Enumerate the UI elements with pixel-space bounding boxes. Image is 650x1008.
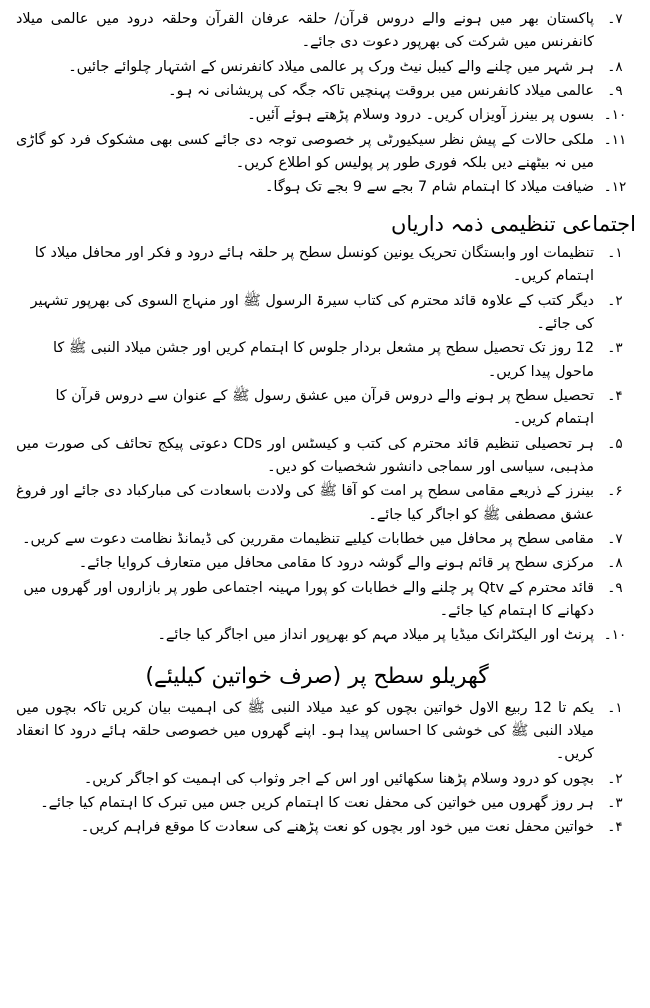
- list-item-number: ۶۔: [607, 483, 623, 500]
- section-heading-household: گھریلو سطح پر (صرف خواتین کیلیئے): [145, 663, 489, 689]
- list-item-number: ۱۔: [607, 699, 623, 716]
- list-item-text: قائد محترم کے Qtv پر چلنے والے خطابات کو پورا مہینہ اجتماعی طور پر بازاروں اور گھروں میں دکھانے کا اہتمام کیا جائے۔: [23, 579, 594, 620]
- list-item: [14, 528, 636, 551]
- list-item-text: بچوں کو درود وسلام پڑھنا سکھائیں اور اس کے اجر وثواب کی اہمیت کو اجاگر کریں۔: [83, 770, 594, 787]
- list-item-text: بسوں پر بینرز آویزاں کریں۔ درود وسلام پڑھتے ہوئے آئیں۔: [247, 107, 594, 124]
- list-item-text: عالمی میلاد کانفرنس میں بروقت پہنچیں تاکہ جگہ کی پریشانی نہ ہو۔: [168, 82, 594, 99]
- list-item-text: ہر روز گھروں میں خواتین کی محفل نعت کا اہتمام کریں جس میں تبرک کا اہتمام کیا جائے۔: [40, 795, 594, 812]
- list-item-number: ۲۔: [607, 770, 623, 787]
- list-item-text: ہر تحصیلی تنظیم قائد محترم کی کتب و کیسٹس اور CDs دعوتی پیکج تحائف کی صورت میں مذہبی، سیاسی اور سماجی دانشور شخصیات کو دیں۔: [16, 435, 594, 476]
- list-item-text: خواتین محفل نعت میں خود اور بچوں کو نعت پڑھنے کی سعادت کا موقع فراہم کریں۔: [80, 819, 594, 836]
- list-item: [14, 242, 636, 289]
- list-item-text: 12 روز تک تحصیل سطح پر مشعل بردار جلوس کا اہتمام کریں اور جشن میلاد النبی ﷺ کا ماحول پیدا کریں۔: [53, 340, 594, 380]
- list-item-number: ۵۔: [607, 435, 623, 452]
- list-item-text: تنظیمات اور وابستگان تحریک یونین کونسل سطح پر حلقہ ہائے درود و فکر اور محافل میلاد کا اہتمام کریں۔: [34, 245, 594, 285]
- list-item-number: ۹۔: [607, 82, 623, 99]
- list-item: [14, 290, 636, 337]
- list-item-number: ۴۔: [607, 388, 623, 405]
- list-item: [14, 56, 636, 79]
- list-item-number: ۱۱۔: [603, 131, 627, 148]
- list-item-text: دیگر کتب کے علاوہ قائد محترم کی کتاب سیرۃ الرسول ﷺ اور منہاج السوی کی بھرپور تشہیر کی جائے۔: [30, 292, 594, 333]
- list-item-number: ۱۔: [607, 245, 623, 262]
- list-item: [14, 8, 636, 55]
- list-item: [14, 337, 636, 384]
- list-item-number: ۷۔: [607, 531, 623, 548]
- list-item-text: پرنٹ اور الیکٹرانک میڈیا پر میلاد مہم کو بھرپور انداز میں اجاگر کیا جائے۔: [157, 627, 594, 644]
- list-item: [14, 792, 636, 815]
- list-household-responsibilities: [14, 697, 636, 840]
- list-item-text: ضیافت میلاد کا اہتمام شام 7 بجے سے 9 بجے تک ہوگا۔: [265, 179, 594, 196]
- list-item: [14, 816, 636, 839]
- list-item: [14, 624, 636, 647]
- list-item-number: ۳۔: [607, 795, 623, 812]
- list-collective-responsibilities: [14, 242, 636, 648]
- list-item-number: ۸۔: [607, 555, 623, 572]
- list-item-text: پاکستان بھر میں ہونے والے دروس قرآن/ حلقہ عرفان القرآن وحلقہ درود میں عالمی میلاد کانفرنس میں شرکت کی بھرپور دعوت دی جائے۔: [16, 11, 594, 51]
- list-item-number: ۳۔: [607, 340, 623, 357]
- list-item-text: بینرز کے ذریعے مقامی سطح پر امت کو آقا ﷺ کی ولادت باسعادت کی مبارکباد دی جائے اور فروغ عشق مصطفی ﷺ کو اجاگر کیا جائے۔: [16, 483, 594, 523]
- list-item: [14, 552, 636, 575]
- list-item: [14, 697, 636, 767]
- list-item: [14, 104, 636, 127]
- list-item: [14, 768, 636, 791]
- list-item-number: ۴۔: [607, 819, 623, 836]
- list-item-text: تحصیل سطح پر ہونے والے دروس قرآن میں عشق رسول ﷺ کے عنوان سے دروس قرآن کا اہتمام کریں۔: [55, 388, 594, 428]
- list-item: [14, 577, 636, 624]
- list-item-number: ۹۔: [607, 579, 623, 596]
- list-item: [14, 433, 636, 480]
- list-item-text: ملکی حالات کے پیش نظر سیکیورٹی پر خصوصی توجہ دی جائے کسی بھی مشکوک فرد کو گاڑی میں نہ بیٹھنے دیں بلکہ فوری طور پر پولیس کو اطلاع کریں۔: [16, 131, 594, 171]
- list-item: [14, 480, 636, 527]
- list-individual-responsibilities: [14, 8, 636, 200]
- list-item-text: ہر شہر میں چلنے والے کیبل نیٹ ورک پر عالمی میلاد کانفرنس کے اشتہار چلوائے جائیں۔: [68, 58, 594, 75]
- list-item: [14, 385, 636, 432]
- list-item: [14, 80, 636, 103]
- list-item: [14, 176, 636, 199]
- list-item-number: ۱۰۔: [603, 107, 627, 124]
- list-item-number: ۲۔: [607, 292, 623, 309]
- list-item: [14, 129, 636, 176]
- list-item-text: مرکزی سطح پر قائم ہونے والے گوشہ درود کا مقامی محافل میں متعارف کروایا جائے۔: [78, 555, 594, 572]
- list-item-number: ۱۰۔: [603, 627, 627, 644]
- list-item-number: ۸۔: [607, 58, 623, 75]
- section-heading-collective: اجتماعی تنظیمی ذمہ داریاں: [390, 211, 636, 236]
- list-item-number: ۱۲۔: [603, 179, 627, 196]
- list-item-text: مقامی سطح پر محافل میں خطابات کیلیے تنظیمات مقررین کی ڈیمانڈ نظامت دعوت سے کریں۔: [22, 531, 594, 548]
- list-item-number: ۷۔: [607, 11, 623, 27]
- list-item-text: یکم تا 12 ربیع الاول خواتین بچوں کو عید میلاد النبی ﷺ کی اہمیت بیان کریں تاکہ بچوں میں میلاد النبی ﷺ کی خوشی کا احساس پیدا ہو۔ اپنے گھروں میں خصوصی حلقہ ہائے درود کا انعقاد کریں۔: [16, 699, 594, 763]
